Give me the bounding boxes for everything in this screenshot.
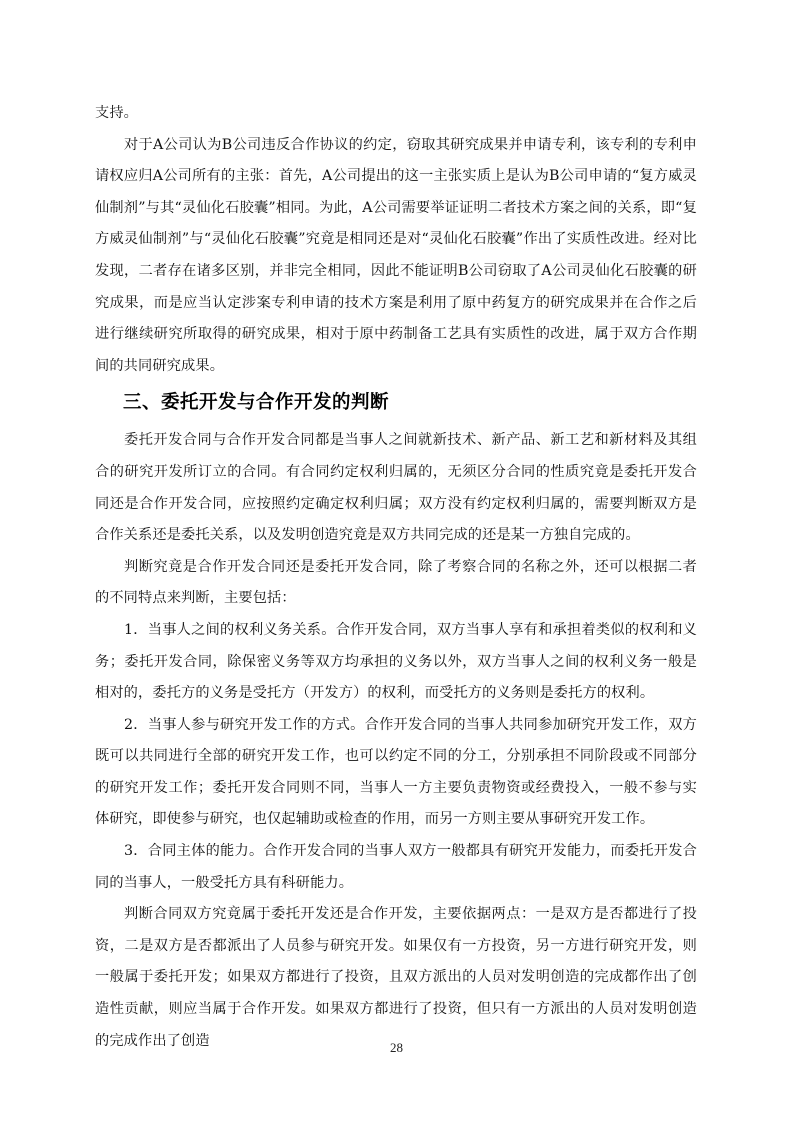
paragraph-continuation: 支持。 (95, 105, 139, 121)
paragraph-point-2: 2．当事人参与研究开发工作的方式。合作开发合同的当事人共同参加研究开发工作，双方既可以共同进行全部的研究开发工作，也可以约定不同的分工，分别承担不同阶段或不同部分的研究开发工作；委托开发合同则不同，当事人一方主要负责物资或经费投入，一般不参与实体研究，即使参与研究，也仅起辅助或检查的作用，而另一方则主要从事研究开发工作。 (95, 716, 697, 828)
page-body (95, 98, 697, 1057)
paragraph-judgment-intro: 判断究竟是合作开发合同还是委托开发合同，除了考察合同的名称之外，还可以根据二者的不同特点来判断，主要包括： (95, 558, 697, 607)
paragraph-point-3: 3．合同主体的能力。合作开发合同的当事人双方一般都具有研究开发能力，而委托开发合同的当事人，一般受托方具有科研能力。 (95, 843, 697, 891)
paragraph-judgment-criteria: 判断合同双方究竟属于委托开发还是合作开发，主要依据两点：一是双方是否都进行了投资，二是双方是否都派出了人员参与研究开发。如果仅有一方投资，另一方进行研究开发，则一般属于委托开发；如果双方都进行了投资，且双方派出的人员对发明创造的完成都作出了创造性贡献，则应当属于合作开发。如果双方都进行了投资，但只有一方派出的人员对发明创造的完成作出了创造 (95, 906, 697, 1049)
paragraph-patent-claim-analysis: 对于A公司认为B公司违反合作协议的约定，窃取其研究成果并申请专利，该专利的专利申请权应归A公司所有的主张：首先，A公司提出的这一主张实质上是认为B公司申请的“复方威灵仙制剂”与其“灵仙化石胶囊”相同。为此，A公司需要举证证明二者技术方案之间的关系，即“复方威灵仙制剂”与“灵仙化石胶囊”究竟是相同还是对“灵仙化石胶囊”作出了实质性改进。经对比发现，二者存在诸多区别，并非完全相同，因此不能证明B公司窃取了A公司灵仙化石胶囊的研究成果，而是应当认定涉案专利申请的技术方案是利用了原中药复方的研究成果并在合作之后进行继续研究所取得的研究成果，相对于原中药制备工艺具有实质性的改进，属于双方合作期间的共同研究成果。 (95, 136, 697, 374)
page-number: 28 (390, 1040, 403, 1055)
paragraph-point-1: 1．当事人之间的权利义务关系。合作开发合同，双方当事人享有和承担着类似的权利和义务；委托开发合同，除保密义务等双方均承担的义务以外，双方当事人之间的权利义务一般是相对的，委托方的义务是受托方（开发方）的权利，而受托方的义务则是委托方的权利。 (95, 621, 697, 702)
section-heading: 三、委托开发与合作开发的判断 (123, 392, 390, 414)
paragraph-contract-definition: 委托开发合同与合作开发合同都是当事人之间就新技术、新产品、新工艺和新材料及其组合的研究开发所订立的合同。有合同约定权利归属的，无须区分合同的性质究竟是委托开发合同还是合作开发合同，应按照约定确定权利归属；双方没有约定权利归属的，需要判断双方是合作关系还是委托关系，以及发明创造究竟是双方共同完成的还是某一方独自完成的。 (95, 432, 697, 544)
